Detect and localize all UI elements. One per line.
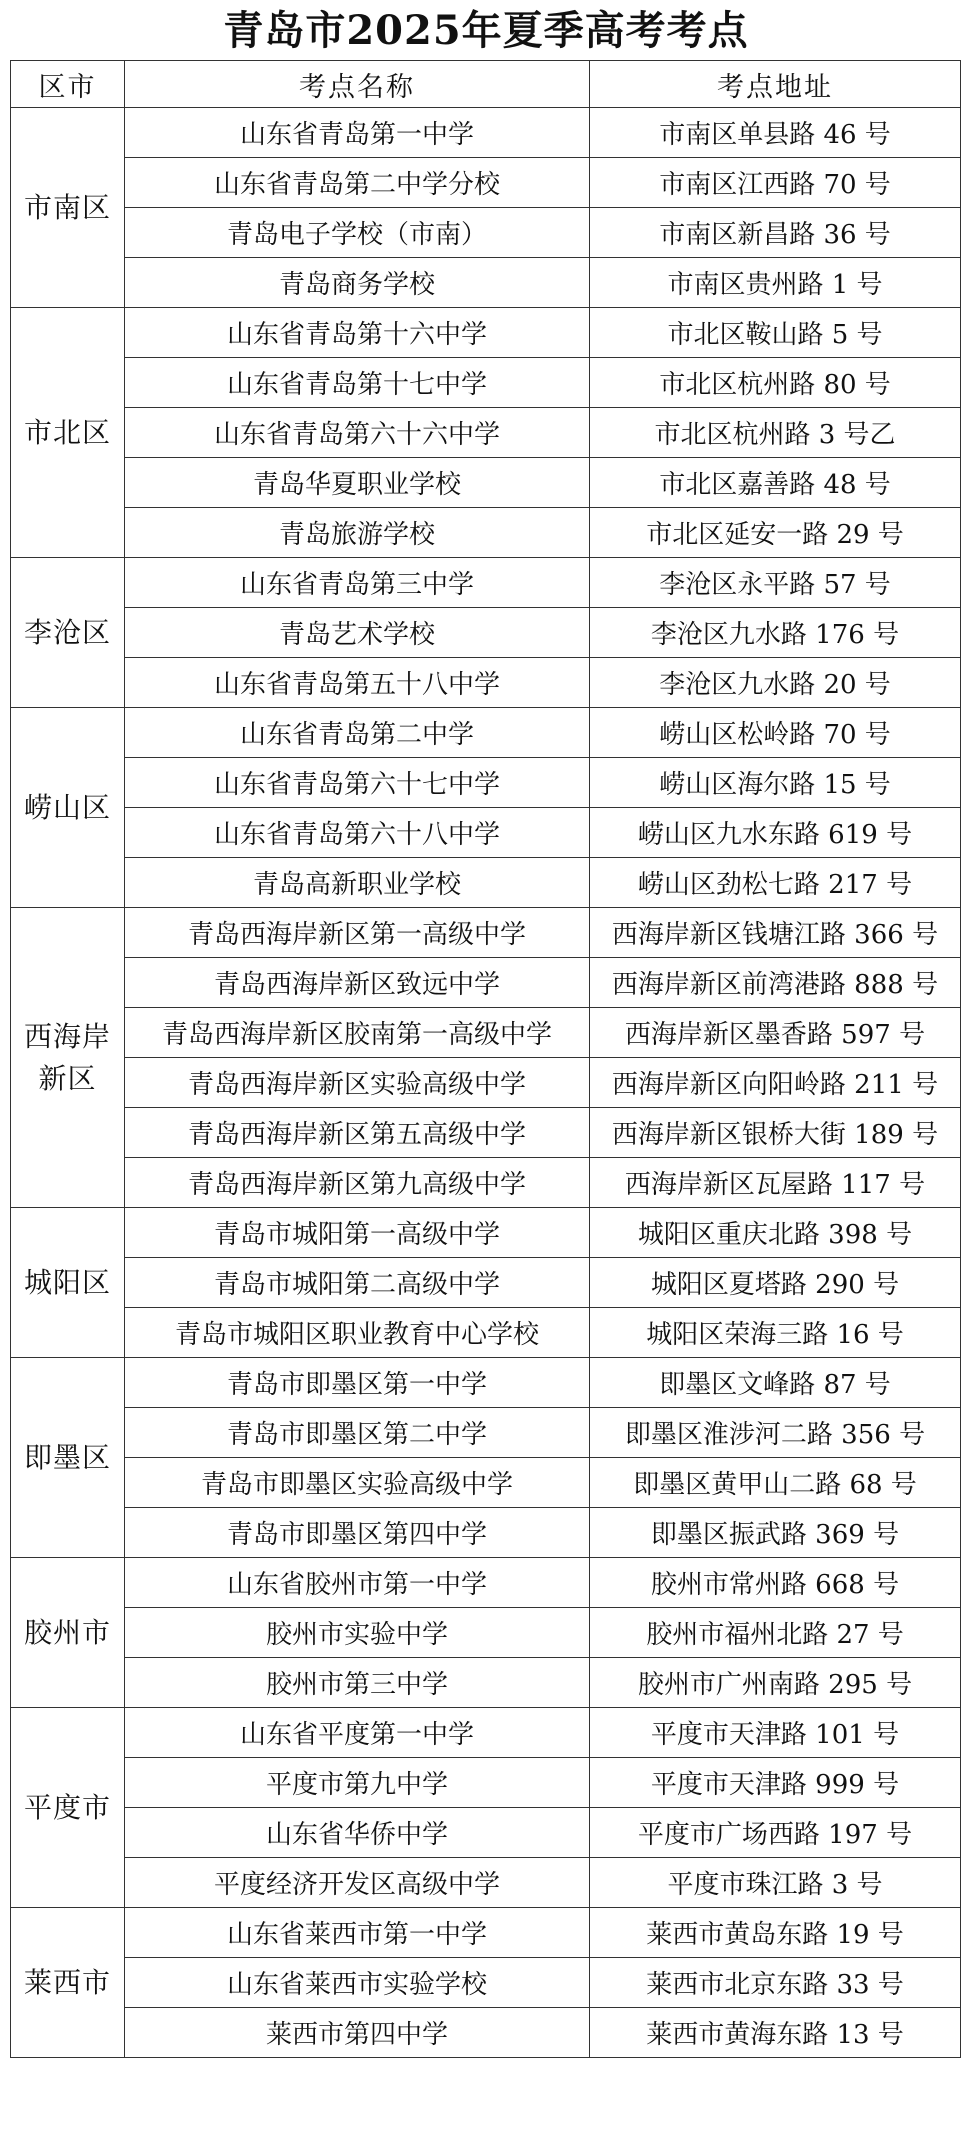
table-row [11, 1958, 961, 2008]
site-name-cell: 莱西市第四中学 [125, 2008, 590, 2058]
site-address-cell: 西海岸新区墨香路 597 号 [590, 1008, 961, 1058]
table-row [11, 958, 961, 1008]
site-address-cell: 即墨区淮涉河二路 356 号 [590, 1408, 961, 1458]
district-cell: 即墨区 [11, 1358, 125, 1558]
site-name-cell: 山东省青岛第十六中学 [125, 308, 590, 358]
site-name-cell: 山东省莱西市第一中学 [125, 1908, 590, 1958]
site-name-cell: 青岛西海岸新区第一高级中学 [125, 908, 590, 958]
site-name-cell: 胶州市第三中学 [125, 1658, 590, 1708]
table-row [11, 1008, 961, 1058]
site-name-cell: 山东省青岛第三中学 [125, 558, 590, 608]
table-row [11, 1108, 961, 1158]
table-row [11, 758, 961, 808]
site-name-cell: 青岛艺术学校 [125, 608, 590, 658]
table-row [11, 1858, 961, 1908]
column-header-district: 区市 [11, 61, 125, 108]
site-address-cell: 市北区延安一路 29 号 [590, 508, 961, 558]
site-address-cell: 胶州市福州北路 27 号 [590, 1608, 961, 1658]
site-name-cell: 山东省青岛第二中学 [125, 708, 590, 758]
site-name-cell: 青岛市即墨区第一中学 [125, 1358, 590, 1408]
header-row [11, 61, 961, 108]
site-address-cell: 崂山区劲松七路 217 号 [590, 858, 961, 908]
site-address-cell: 李沧区永平路 57 号 [590, 558, 961, 608]
table-row [11, 1658, 961, 1708]
site-name-cell: 山东省青岛第六十六中学 [125, 408, 590, 458]
site-name-cell: 青岛西海岸新区致远中学 [125, 958, 590, 1008]
table-row [11, 108, 961, 158]
site-address-cell: 西海岸新区钱塘江路 366 号 [590, 908, 961, 958]
site-address-cell: 崂山区松岭路 70 号 [590, 708, 961, 758]
site-address-cell: 崂山区海尔路 15 号 [590, 758, 961, 808]
site-address-cell: 西海岸新区银桥大街 189 号 [590, 1108, 961, 1158]
table-row [11, 1258, 961, 1308]
column-header-address: 考点地址 [590, 61, 961, 108]
site-address-cell: 胶州市常州路 668 号 [590, 1558, 961, 1608]
table-row [11, 2008, 961, 2058]
site-address-cell: 即墨区振武路 369 号 [590, 1508, 961, 1558]
site-address-cell: 市南区贵州路 1 号 [590, 258, 961, 308]
site-name-cell: 山东省莱西市实验学校 [125, 1958, 590, 2008]
table-row [11, 1758, 961, 1808]
site-address-cell: 西海岸新区向阳岭路 211 号 [590, 1058, 961, 1108]
site-name-cell: 胶州市实验中学 [125, 1608, 590, 1658]
table-row [11, 1558, 961, 1608]
table-row [11, 1708, 961, 1758]
site-address-cell: 城阳区夏塔路 290 号 [590, 1258, 961, 1308]
site-address-cell: 即墨区文峰路 87 号 [590, 1358, 961, 1408]
table-row [11, 258, 961, 308]
table-row [11, 858, 961, 908]
table-row [11, 558, 961, 608]
site-name-cell: 青岛市城阳区职业教育中心学校 [125, 1308, 590, 1358]
table-row [11, 1408, 961, 1458]
district-cell: 平度市 [11, 1708, 125, 1908]
table-row [11, 908, 961, 958]
table-row [11, 308, 961, 358]
table-row [11, 1358, 961, 1408]
site-address-cell: 胶州市广州南路 295 号 [590, 1658, 961, 1708]
site-address-cell: 平度市珠江路 3 号 [590, 1858, 961, 1908]
column-header-name: 考点名称 [125, 61, 590, 108]
site-name-cell: 青岛西海岸新区实验高级中学 [125, 1058, 590, 1108]
site-address-cell: 平度市天津路 101 号 [590, 1708, 961, 1758]
table-row [11, 158, 961, 208]
table-row [11, 708, 961, 758]
site-address-cell: 李沧区九水路 176 号 [590, 608, 961, 658]
site-name-cell: 青岛市即墨区第二中学 [125, 1408, 590, 1458]
district-cell: 莱西市 [11, 1908, 125, 2058]
site-address-cell: 西海岸新区前湾港路 888 号 [590, 958, 961, 1008]
table-row [11, 1908, 961, 1958]
site-address-cell: 西海岸新区瓦屋路 117 号 [590, 1158, 961, 1208]
site-address-cell: 市北区嘉善路 48 号 [590, 458, 961, 508]
table-row [11, 1508, 961, 1558]
site-name-cell: 山东省青岛第一中学 [125, 108, 590, 158]
site-address-cell: 莱西市北京东路 33 号 [590, 1958, 961, 2008]
site-name-cell: 山东省青岛第六十七中学 [125, 758, 590, 808]
site-name-cell: 青岛市城阳第一高级中学 [125, 1208, 590, 1258]
district-cell: 市南区 [11, 108, 125, 308]
table-row [11, 358, 961, 408]
table-row [11, 1458, 961, 1508]
site-name-cell: 山东省华侨中学 [125, 1808, 590, 1858]
table-row [11, 1058, 961, 1108]
site-address-cell: 平度市广场西路 197 号 [590, 1808, 961, 1858]
site-name-cell: 青岛商务学校 [125, 258, 590, 308]
exam-sites-table [10, 60, 961, 2058]
site-name-cell: 平度经济开发区高级中学 [125, 1858, 590, 1908]
site-address-cell: 城阳区荣海三路 16 号 [590, 1308, 961, 1358]
site-name-cell: 青岛市即墨区实验高级中学 [125, 1458, 590, 1508]
site-name-cell: 山东省青岛第十七中学 [125, 358, 590, 408]
site-address-cell: 即墨区黄甲山二路 68 号 [590, 1458, 961, 1508]
district-cell: 李沧区 [11, 558, 125, 708]
table-row [11, 658, 961, 708]
site-name-cell: 山东省青岛第二中学分校 [125, 158, 590, 208]
district-cell: 崂山区 [11, 708, 125, 908]
table-row [11, 1308, 961, 1358]
site-name-cell: 青岛市即墨区第四中学 [125, 1508, 590, 1558]
site-name-cell: 青岛西海岸新区第九高级中学 [125, 1158, 590, 1208]
site-address-cell: 崂山区九水东路 619 号 [590, 808, 961, 858]
table-row [11, 1208, 961, 1258]
table-row [11, 1808, 961, 1858]
district-cell: 胶州市 [11, 1558, 125, 1708]
site-name-cell: 青岛高新职业学校 [125, 858, 590, 908]
district-cell: 西海岸新区 [11, 908, 125, 1208]
site-address-cell: 市北区杭州路 80 号 [590, 358, 961, 408]
site-address-cell: 平度市天津路 999 号 [590, 1758, 961, 1808]
site-name-cell: 青岛西海岸新区第五高级中学 [125, 1108, 590, 1158]
site-address-cell: 市南区江西路 70 号 [590, 158, 961, 208]
site-name-cell: 山东省胶州市第一中学 [125, 1558, 590, 1608]
table-row [11, 1158, 961, 1208]
table-row [11, 458, 961, 508]
site-address-cell: 市南区新昌路 36 号 [590, 208, 961, 258]
site-name-cell: 青岛市城阳第二高级中学 [125, 1258, 590, 1308]
site-name-cell: 山东省青岛第六十八中学 [125, 808, 590, 858]
page-title: 青岛市2025年夏季高考考点 [223, 7, 749, 54]
district-cell: 市北区 [11, 308, 125, 558]
site-name-cell: 青岛西海岸新区胶南第一高级中学 [125, 1008, 590, 1058]
table-row [11, 1608, 961, 1658]
district-cell: 城阳区 [11, 1208, 125, 1358]
site-name-cell: 山东省青岛第五十八中学 [125, 658, 590, 708]
table-row [11, 608, 961, 658]
site-address-cell: 莱西市黄海东路 13 号 [590, 2008, 961, 2058]
table-body [11, 108, 961, 2058]
site-address-cell: 市北区鞍山路 5 号 [590, 308, 961, 358]
site-address-cell: 市北区杭州路 3 号乙 [590, 408, 961, 458]
site-address-cell: 莱西市黄岛东路 19 号 [590, 1908, 961, 1958]
site-name-cell: 青岛电子学校（市南） [125, 208, 590, 258]
table-row [11, 208, 961, 258]
table-row [11, 508, 961, 558]
table-row [11, 808, 961, 858]
table-row [11, 408, 961, 458]
site-name-cell: 平度市第九中学 [125, 1758, 590, 1808]
site-name-cell: 山东省平度第一中学 [125, 1708, 590, 1758]
site-name-cell: 青岛华夏职业学校 [125, 458, 590, 508]
site-address-cell: 城阳区重庆北路 398 号 [590, 1208, 961, 1258]
site-address-cell: 李沧区九水路 20 号 [590, 658, 961, 708]
site-name-cell: 青岛旅游学校 [125, 508, 590, 558]
site-address-cell: 市南区单县路 46 号 [590, 108, 961, 158]
